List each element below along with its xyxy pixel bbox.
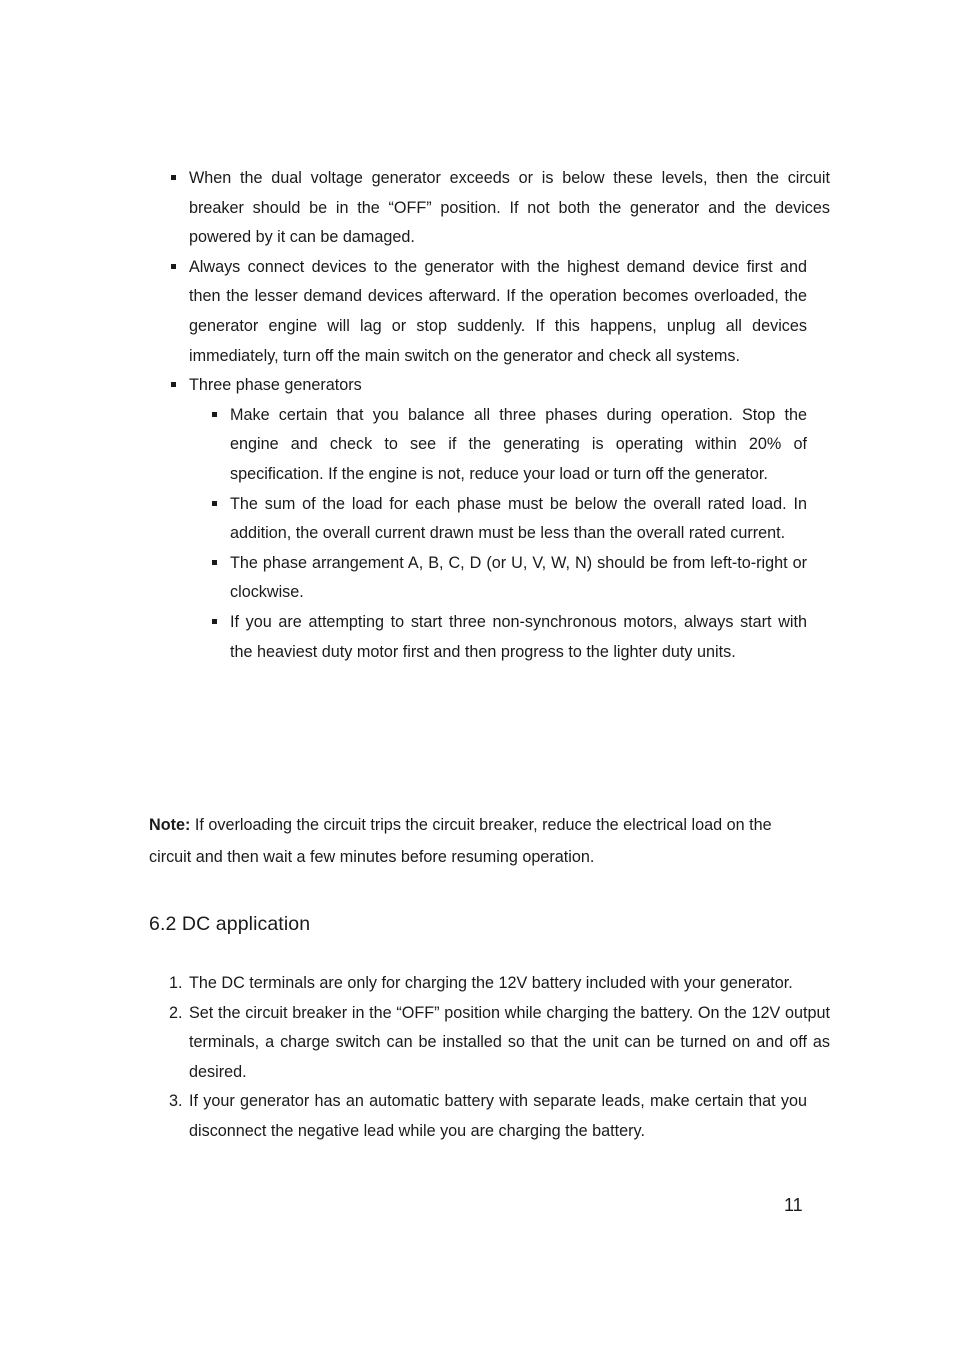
- sub-list-item: [230, 490, 807, 549]
- item-number: 2.: [169, 1003, 183, 1022]
- section-heading: 6.2 DC application: [149, 913, 311, 935]
- square-bullet-icon: [212, 412, 217, 417]
- square-bullet-icon: [171, 264, 176, 269]
- numbered-item: [169, 1087, 807, 1146]
- bullet-list: [0, 164, 953, 667]
- list-item-text: When the dual voltage generator exceeds or is below these levels, then the circuit breaker should be in the “OFF” position. If not both the generator and the devices powered by it can be damaged.: [189, 169, 830, 247]
- square-bullet-icon: [171, 175, 176, 180]
- square-bullet-icon: [212, 619, 217, 624]
- sub-list-item: [230, 549, 807, 608]
- note-text: If overloading the circuit trips the circuit breaker, reduce the electrical load on the circuit and then wait a few minutes before resuming operation.: [149, 816, 772, 866]
- sub-list-item-text: The phase arrangement A, B, C, D (or U, V, W, N) should be from left-to-right or clockwise.: [230, 553, 807, 602]
- numbered-item: [169, 969, 807, 999]
- sub-list-item-text: If you are attempting to start three non-synchronous motors, always start with the heaviest duty motor first and then progress to the lighter duty units.: [230, 612, 807, 661]
- square-bullet-icon: [171, 382, 176, 387]
- numbered-item: [169, 999, 830, 1088]
- list-item-text: Always connect devices to the generator with the highest demand device first and then the lesser demand devices afterward. If the operation becomes overloaded, the generator engine will lag or stop suddenly. If this happens, unplug all devices immediately, turn off the main switch on the generator and check all systems.: [189, 257, 807, 365]
- square-bullet-icon: [212, 560, 217, 565]
- numbered-list: [0, 969, 953, 1147]
- sub-list-item: [230, 401, 807, 490]
- list-item-text: Three phase generators: [189, 376, 362, 395]
- sub-list-item-text: Make certain that you balance all three phases during operation. Stop the engine and check to see if the generating is operating within 20% of specification. If the engine is not, reduce your load or turn off the generator.: [230, 405, 807, 483]
- square-bullet-icon: [212, 501, 217, 506]
- note-paragraph: [149, 809, 809, 873]
- item-number: 3.: [169, 1092, 183, 1111]
- item-number: 1.: [169, 974, 183, 992]
- sub-list-item: [230, 608, 807, 667]
- list-item: [189, 253, 807, 371]
- page-number: 11: [784, 1195, 803, 1215]
- numbered-item-text: The DC terminals are only for charging the 12V battery included with your generator.: [189, 974, 793, 992]
- list-item: [189, 164, 830, 253]
- sub-list-item-text: The sum of the load for each phase must be below the overall rated load. In addition, the overall current drawn must be less than the overall rated current.: [230, 494, 807, 543]
- numbered-item-text: If your generator has an automatic battery with separate leads, make certain that you disconnect the negative lead while you are charging the battery.: [189, 1092, 807, 1140]
- list-item: [189, 371, 807, 401]
- numbered-item-text: Set the circuit breaker in the “OFF” position while charging the battery. On the 12V output terminals, a charge switch can be installed so that the unit can be turned on and off as desired.: [189, 1003, 830, 1081]
- note-label: Note:: [149, 816, 191, 834]
